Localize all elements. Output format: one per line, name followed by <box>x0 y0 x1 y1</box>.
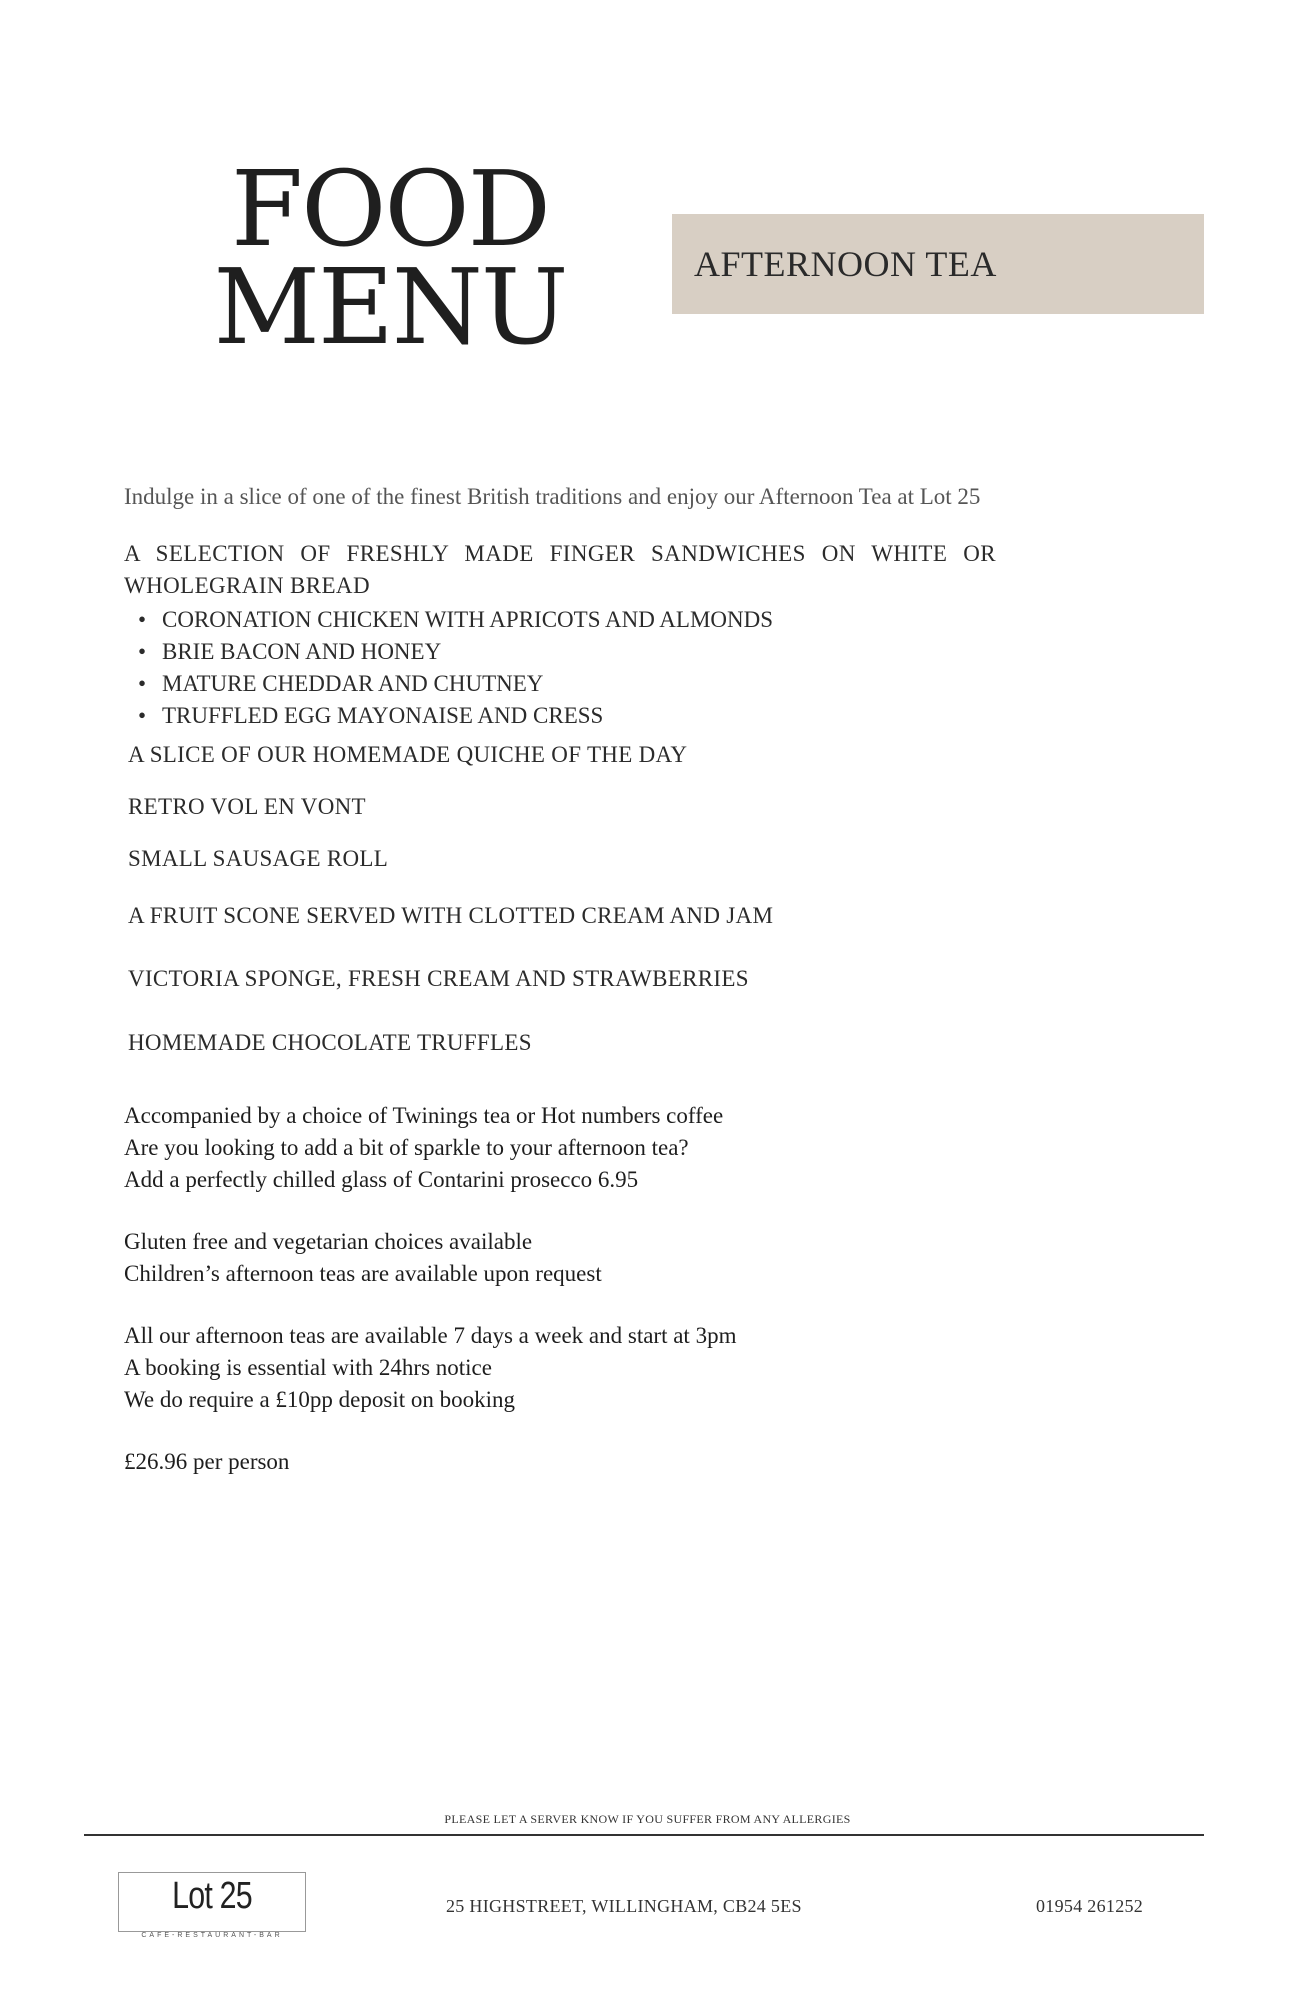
note-line: We do require a £10pp deposit on booking <box>124 1387 515 1412</box>
list-item: • MATURE CHEDDAR AND CHUTNEY <box>124 668 773 700</box>
note-line: Accompanied by a choice of Twinings tea or Hot numbers coffee <box>124 1103 724 1128</box>
note-line: Are you looking to add a bit of sparkle to your afternoon tea? <box>124 1135 689 1160</box>
list-item: • BRIE BACON AND HONEY <box>124 636 773 668</box>
menu-title <box>200 148 580 368</box>
note-line: All our afternoon teas are available 7 days a week and start at 3pm <box>124 1323 737 1348</box>
note-line: A booking is essential with 24hrs notice <box>124 1355 492 1380</box>
note-line: Gluten free and vegetarian choices available <box>124 1229 533 1254</box>
course-vol-au-vent: RETRO VOL EN VONT <box>128 794 366 819</box>
allergy-notice: PLEASE LET A SERVER KNOW IF YOU SUFFER FROM ANY ALLERGIES <box>444 1812 851 1826</box>
list-item: • TRUFFLED EGG MAYONAISE AND CRESS <box>124 700 773 732</box>
menu-title-line1: FOOD <box>230 148 550 270</box>
note-line: Add a perfectly chilled glass of Contarini prosecco 6.95 <box>124 1167 639 1192</box>
list-item: • CORONATION CHICKEN WITH APRICOTS AND ALMONDS <box>124 604 773 636</box>
banner-label: AFTERNOON TEA <box>694 244 997 284</box>
course-sausage-roll: SMALL SAUSAGE ROLL <box>128 846 389 871</box>
footer-divider <box>84 1834 1204 1836</box>
logo-name: Lot 25 <box>172 1875 252 1917</box>
price: £26.96 per person <box>124 1449 290 1474</box>
phone-number: 01954 261252 <box>1036 1896 1144 1916</box>
lot25-logo <box>118 1872 306 1932</box>
address: 25 HIGHSTREET, WILLINGHAM, CB24 5ES <box>446 1896 802 1916</box>
note-line: Children’s afternoon teas are available upon request <box>124 1261 602 1286</box>
course-quiche: A SLICE OF OUR HOMEMADE QUICHE OF THE DAY <box>128 742 688 767</box>
afternoon-tea-banner <box>672 214 1204 314</box>
course-scone: A FRUIT SCONE SERVED WITH CLOTTED CREAM AND JAM <box>128 903 774 928</box>
course-truffles: HOMEMADE CHOCOLATE TRUFFLES <box>128 1030 532 1055</box>
menu-title-line2: MENU <box>213 246 567 368</box>
logo-tagline: CAFE-RESTAURANT-BAR <box>141 1932 283 1939</box>
sandwiches-heading: A SELECTION OF FRESHLY MADE FINGER SANDWICHES ON WHITE OR WHOLEGRAIN BREAD <box>124 541 996 598</box>
notes-block <box>124 1100 736 1478</box>
intro-text: Indulge in a slice of one of the finest British traditions and enjoy our Afternoon Tea at Lot 25 <box>124 484 981 509</box>
sandwich-list <box>124 604 773 732</box>
course-victoria-sponge: VICTORIA SPONGE, FRESH CREAM AND STRAWBERRIES <box>128 966 749 991</box>
